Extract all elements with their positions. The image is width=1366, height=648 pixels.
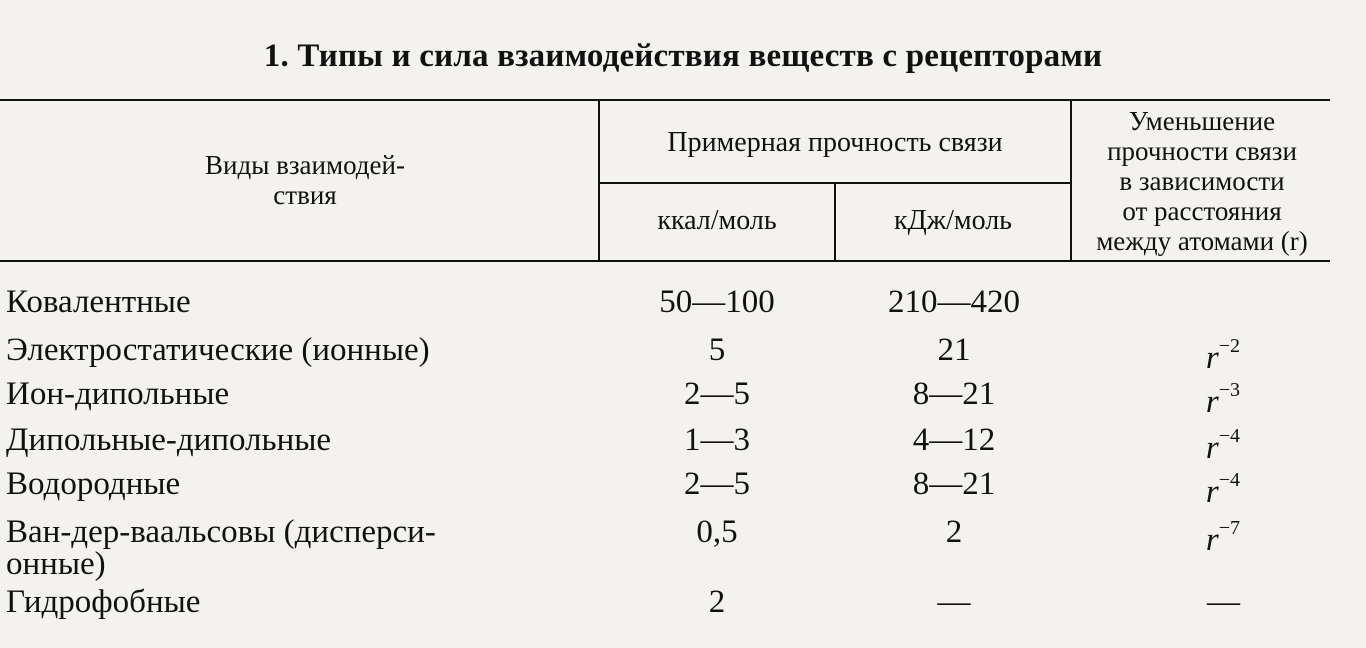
- header-strength: Примерная прочность связи: [667, 127, 1003, 158]
- row-dependence-base: r: [1205, 522, 1219, 558]
- header-dep-line3: в зависимости: [1119, 166, 1285, 196]
- row-kcal: 2—5: [684, 376, 750, 412]
- header-type: [150, 150, 460, 210]
- table-row: [0, 374, 1366, 418]
- row-name: Ион-дипольные: [6, 376, 230, 412]
- header-dependence: [1072, 106, 1332, 256]
- row-kcal: 2: [708, 584, 726, 620]
- header-type-line1: Виды взаимодей-: [205, 150, 405, 180]
- row-kj: 21: [937, 332, 971, 368]
- row-dependence: [1080, 420, 1240, 468]
- row-dependence-base: r: [1205, 430, 1219, 466]
- row-kj: 8—21: [912, 466, 996, 502]
- row-dependence-base: r: [1205, 474, 1219, 510]
- table-row: [0, 282, 1366, 326]
- table-row: [0, 330, 1366, 374]
- header-dep-line2: прочности связи: [1107, 136, 1297, 166]
- header-kj: кДж/моль: [894, 205, 1012, 236]
- row-dependence-base: r: [1205, 340, 1219, 376]
- table-row: [0, 512, 1366, 582]
- header-bottom-rule: [0, 260, 1330, 262]
- row-dependence-exponent: −2: [1218, 335, 1240, 357]
- header-dep-line5: между атомами (r): [1096, 226, 1308, 256]
- header-type-line2: ствия: [273, 180, 337, 210]
- row-dependence-exponent: −7: [1218, 517, 1240, 539]
- row-name: Ван-дер-ваальсовы (дисперси-: [6, 514, 436, 550]
- row-dependence: [1080, 330, 1240, 378]
- row-kcal: 2—5: [684, 466, 750, 502]
- row-dependence: [1080, 512, 1240, 560]
- table-title: 1. Типы и сила взаимодействия веществ с рецепторами: [263, 38, 1103, 74]
- row-kcal: 1—3: [684, 422, 750, 458]
- row-kj: 210—420: [888, 284, 1020, 320]
- row-dependence-exponent: −4: [1218, 469, 1240, 491]
- row-dependence: [1080, 374, 1240, 422]
- row-name: Ковалентные: [6, 284, 191, 320]
- table-row: [0, 420, 1366, 464]
- table-row: [0, 464, 1366, 508]
- row-name: Водородные: [6, 466, 181, 502]
- header-dep-line1: Уменьшение: [1128, 106, 1276, 136]
- row-kcal: 0,5: [696, 514, 738, 550]
- header-dep-line4: от расстояния: [1122, 196, 1282, 226]
- row-kcal: 50—100: [659, 284, 775, 320]
- row-kj: —: [937, 584, 971, 620]
- row-dependence: —: [1207, 584, 1240, 620]
- header-kcal: ккал/моль: [657, 205, 777, 236]
- row-name-cont: онные): [6, 546, 106, 582]
- row-name: Гидрофобные: [6, 584, 201, 620]
- row-kj: 2: [945, 514, 963, 550]
- row-dependence-base: r: [1205, 384, 1219, 420]
- row-kcal: 5: [708, 332, 726, 368]
- row-dependence-exponent: −4: [1218, 425, 1240, 447]
- vline-1: [598, 100, 600, 261]
- row-name: Электростатические (ионные): [6, 332, 430, 368]
- row-dependence: [1080, 464, 1240, 512]
- row-kj: 8—21: [912, 376, 996, 412]
- row-name: Дипольные-дипольные: [6, 422, 332, 458]
- row-dependence-exponent: −3: [1218, 379, 1240, 401]
- strength-sub-rule: [599, 182, 1071, 184]
- top-rule: [0, 99, 1330, 101]
- row-kj: 4—12: [912, 422, 996, 458]
- table-row: [0, 582, 1366, 626]
